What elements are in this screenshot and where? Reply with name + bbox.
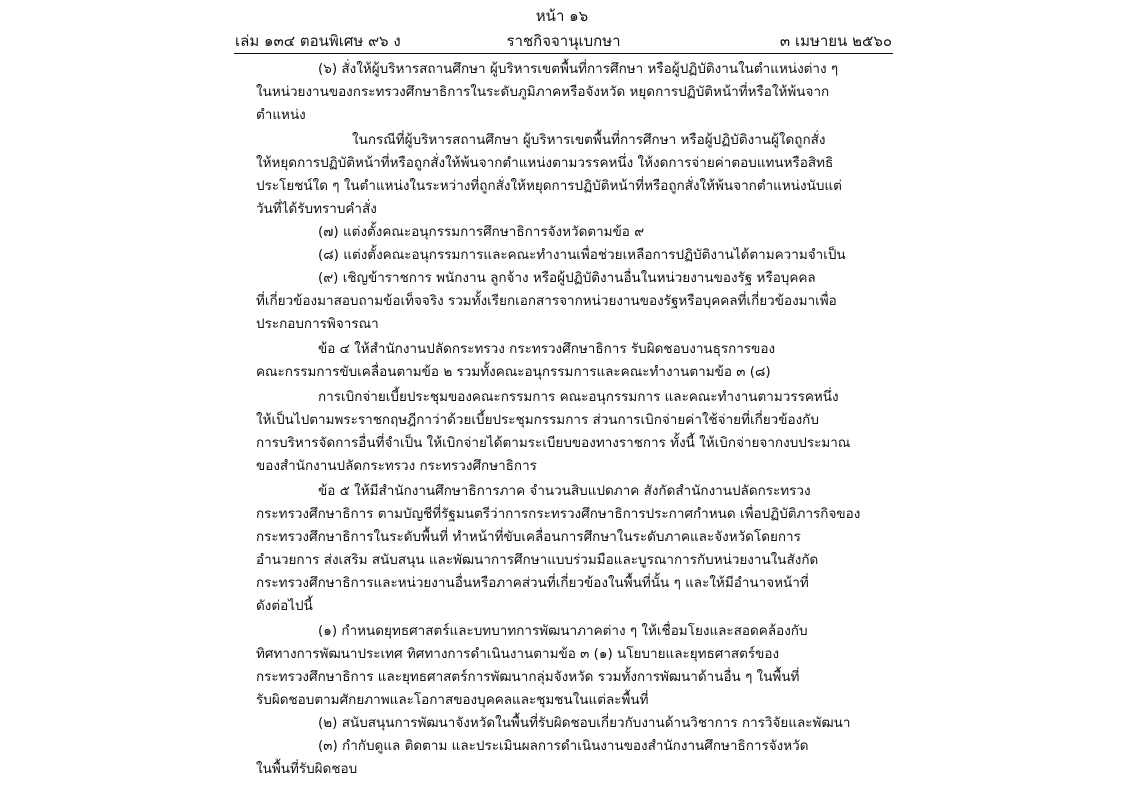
text-line: รับผิดชอบตามศักยภาพและโอกาสของบุคคลและชุมชนในแต่ละพื้นที่	[256, 692, 649, 708]
text-line: (๗) แต่งตั้งคณะอนุกรรมการศึกษาธิการจังหวัดตามข้อ ๙	[318, 224, 645, 240]
text-line: การเบิกจ่ายเบี้ยประชุมของคณะกรรมการ คณะอนุกรรมการ และคณะทำงานตามวรรคหนึ่ง	[318, 389, 839, 405]
text-line: การบริหารจัดการอื่นที่จำเป็น ให้เบิกจ่ายได้ตามระเบียบของทางราชการ ทั้งนี้ ให้เบิกจ่ายจากงบประมาณ	[256, 435, 851, 451]
text-line: ทิศทางการพัฒนาประเทศ ทิศทางการดำเนินงานตามข้อ ๓ (๑) นโยบายและยุทธศาสตร์ของ	[256, 646, 780, 662]
document-body	[256, 58, 892, 781]
text-line: ของสำนักงานปลัดกระทรวง กระทรวงศึกษาธิการ	[256, 458, 537, 474]
text-line: ประโยชน์ใด ๆ ในตำแหน่งในระหว่างที่ถูกสั่งให้หยุดการปฏิบัติหน้าที่หรือถูกสั่งให้พ้นจากตำแหน่งนับแต่	[256, 178, 842, 194]
text-line: ตำแหน่ง	[256, 107, 306, 123]
text-line: กระทรวงศึกษาธิการในระดับพื้นที่ ทำหน้าที่ขับเคลื่อนการศึกษาในระดับภาคและจังหวัดโดยการ	[256, 529, 801, 545]
volume-info: เล่ม ๑๓๔ ตอนพิเศษ ๙๖ ง	[235, 32, 401, 50]
text-line: (๘) แต่งตั้งคณะอนุกรรมการและคณะทำงานเพื่อช่วยเหลือการปฏิบัติงานได้ตามความจำเป็น	[318, 247, 846, 263]
text-line: ประกอบการพิจารณา	[256, 316, 379, 332]
text-line: ข้อ ๕ ให้มีสำนักงานศึกษาธิการภาค จำนวนสิบแปดภาค สังกัดสำนักงานปลัดกระทรวง	[318, 483, 811, 499]
page-number: หน้า ๑๖	[535, 7, 589, 25]
text-line: ให้หยุดการปฏิบัติหน้าที่หรือถูกสั่งให้พ้นจากตำแหน่งตามวรรคหนึ่ง ให้งดการจ่ายค่าตอบแทนหรือสิทธิ	[256, 155, 834, 171]
text-line: กระทรวงศึกษาธิการ และยุทธศาสตร์การพัฒนากลุ่มจังหวัด รวมทั้งการพัฒนาด้านอื่น ๆ ในพื้นที่	[256, 669, 800, 685]
text-line: (๖) สั่งให้ผู้บริหารสถานศึกษา ผู้บริหารเขตพื้นที่การศึกษา หรือผู้ปฏิบัติงานในตำแหน่งต่าง ๆ	[318, 61, 839, 77]
text-line: วันที่ได้รับทราบคำสั่ง	[256, 201, 377, 217]
text-line: (๑) กำหนดยุทธศาสตร์และบทบาทการพัฒนาภาคต่าง ๆ ให้เชื่อมโยงและสอดคล้องกับ	[318, 623, 808, 639]
text-line: ที่เกี่ยวข้องมาสอบถามข้อเท็จจริง รวมทั้งเรียกเอกสารจากหน่วยงานของรัฐหรือบุคคลที่เกี่ยวข้องมาเพื่อ	[256, 293, 837, 309]
header-rule	[234, 53, 893, 54]
text-line: (๒) สนับสนุนการพัฒนาจังหวัดในพื้นที่รับผิดชอบเกี่ยวกับงานด้านวิชาการ การวิจัยและพัฒนา	[318, 715, 851, 731]
text-line: อำนวยการ ส่งเสริม สนับสนุน และพัฒนาการศึกษาแบบร่วมมือและบูรณาการกับหน่วยงานในสังกัด	[256, 552, 819, 568]
text-line: ดังต่อไปนี้	[256, 598, 313, 614]
text-line: กระทรวงศึกษาธิการและหน่วยงานอื่นหรือภาคส่วนที่เกี่ยวข้องในพื้นที่นั้น ๆ และให้มีอำนาจหน้าที่	[256, 575, 809, 591]
text-line: ในกรณีที่ผู้บริหารสถานศึกษา ผู้บริหารเขตพื้นที่การศึกษา หรือผู้ปฏิบัติงานผู้ใดถูกสั่ง	[352, 132, 826, 148]
publication-date: ๓ เมษายน ๒๕๖๐	[779, 32, 892, 50]
text-line: กระทรวงศึกษาธิการ ตามบัญชีที่รัฐมนตรีว่าการกระทรวงศึกษาธิการประกาศกำหนด เพื่อปฏิบัติภารกิจของ	[256, 506, 861, 522]
text-line: คณะกรรมการขับเคลื่อนตามข้อ ๒ รวมทั้งคณะอนุกรรมการและคณะทำงานตามข้อ ๓ (๘)	[256, 364, 771, 380]
text-line: ในพื้นที่รับผิดชอบ	[256, 761, 358, 777]
text-line: ในหน่วยงานของกระทรวงศึกษาธิการในระดับภูมิภาคหรือจังหวัด หยุดการปฏิบัติหน้าที่หรือให้พ้นจาก	[256, 84, 830, 100]
text-line: (๓) กำกับดูแล ติดตาม และประเมินผลการดำเนินงานของสำนักงานศึกษาธิการจังหวัด	[318, 738, 809, 754]
text-line: (๙) เชิญข้าราชการ พนักงาน ลูกจ้าง หรือผู้ปฏิบัติงานอื่นในหน่วยงานของรัฐ หรือบุคคล	[318, 270, 816, 286]
gazette-header	[235, 29, 892, 51]
text-line: ให้เป็นไปตามพระราชกฤษฎีกาว่าด้วยเบี้ยประชุมกรรมการ ส่วนการเบิกจ่ายค่าใช้จ่ายที่เกี่ยวข้องกับ	[256, 412, 819, 428]
gazette-title: ราชกิจจานุเบกษา	[506, 32, 621, 50]
text-line: ข้อ ๔ ให้สำนักงานปลัดกระทรวง กระทรวงศึกษาธิการ รับผิดชอบงานธุรการของ	[318, 341, 776, 357]
